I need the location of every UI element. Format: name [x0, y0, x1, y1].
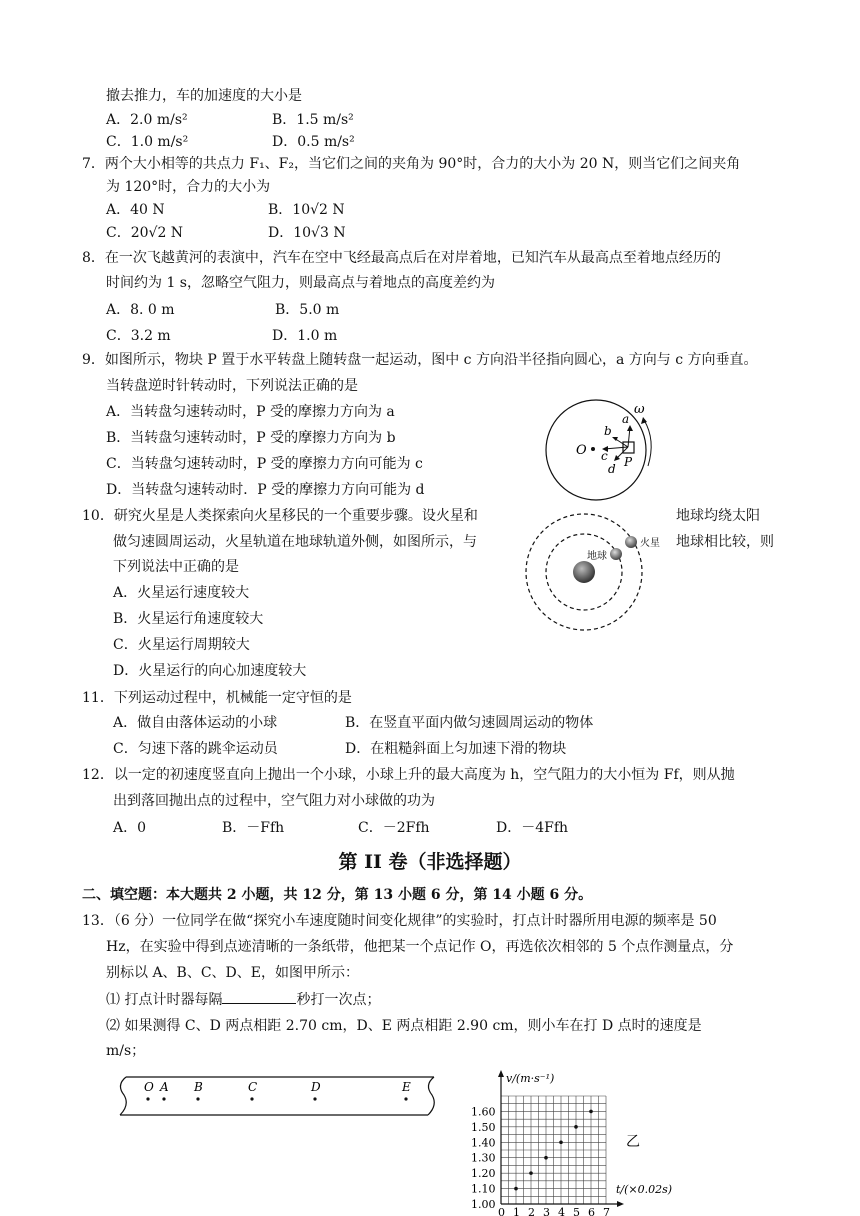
- q8-stem-line1: 8．在一次飞越黄河的表演中，汽车在空中飞经最高点后在对岸着地，已知汽车从最高点至着地点经历的: [82, 250, 721, 266]
- y-tick-label: 1.50: [471, 1120, 496, 1134]
- x-tick-label: 7: [603, 1206, 610, 1216]
- q12-option-c: C．－2Ffh: [358, 820, 430, 836]
- q8-option-a: A．8. 0 m: [106, 302, 175, 318]
- dir-d-label: d: [608, 462, 616, 476]
- q6-option-c: C．1.0 m/s²: [106, 134, 189, 150]
- q10-option-c: C．火星运行周期较大: [113, 637, 250, 653]
- q12-stem-line2: 出到落回抛出点的过程中，空气阻力对小球做的功为: [113, 793, 435, 809]
- q7-option-a: A．40 N: [106, 202, 165, 218]
- q11-option-d: D．在粗糙斜面上匀加速下滑的物块: [345, 741, 567, 757]
- tape-dot-c: [250, 1097, 253, 1100]
- q10-option-a: A．火星运行速度较大: [113, 585, 250, 601]
- y-tick-label: 1.40: [471, 1136, 496, 1150]
- center-point: [591, 447, 595, 451]
- tape-label-e: E: [402, 1080, 411, 1094]
- earth: [610, 548, 622, 560]
- q9-option-c: C．当转盘匀速转动时，P 受的摩擦力方向可能为 c: [106, 456, 423, 472]
- tape-label-d: D: [311, 1080, 321, 1094]
- q13-sub1: [106, 989, 380, 1010]
- q10-option-d: D．火星运行的向心加速度较大: [113, 663, 307, 679]
- q11-option-b: B．在竖直平面内做匀速圆周运动的物体: [345, 715, 594, 731]
- tape-label-o: O: [144, 1080, 154, 1094]
- x-tick-label: 3: [543, 1206, 550, 1216]
- q8-option-d: D．1.0 m: [272, 328, 338, 344]
- q7-option-b: B．10√2 N: [268, 202, 345, 218]
- data-point: [559, 1140, 563, 1144]
- data-point: [574, 1125, 578, 1129]
- sun-label: 太阳: [572, 590, 592, 601]
- y-tick-label: 1.30: [471, 1151, 496, 1165]
- q11-option-c: C．匀速下落的跳伞运动员: [113, 741, 278, 757]
- tape-dot-o: [146, 1097, 149, 1100]
- q11-option-a: A．做自由落体运动的小球: [113, 715, 278, 731]
- omega-label: ω: [634, 402, 645, 417]
- q13-stem-line2: Hz，在实验中得到点迹清晰的一条纸带，他把某一个点记作 O，再选依次相邻的 5 个点作测量点，分: [106, 939, 734, 955]
- q13-answer-blank[interactable]: [222, 989, 296, 1004]
- data-point: [544, 1156, 548, 1160]
- q12-option-b: B．－Ffh: [222, 820, 285, 836]
- center-label: O: [576, 443, 587, 458]
- q7-stem-line1: 7．两个大小相等的共点力 F₁、F₂，当它们之间的夹角为 90°时，合力的大小为 20 N，则当它们之间夹角: [82, 156, 741, 172]
- q10-stem-line1-left: 10．研究火星是人类探索向火星移民的一个重要步骤。设火星和: [82, 508, 478, 524]
- q6-option-a: A．2.0 m/s²: [106, 112, 188, 128]
- y-tick-label: 1.00: [471, 1198, 496, 1211]
- data-point: [514, 1187, 518, 1191]
- x-tick-label: 4: [558, 1206, 565, 1216]
- sun: [573, 561, 595, 583]
- dir-a-label: a: [622, 412, 630, 426]
- q8-stem-line2: 时间约为 1 s，忽略空气阻力，则最高点与着地点的高度差约为: [106, 275, 495, 291]
- chart-xlabel: t/(×0.02s): [616, 1183, 673, 1196]
- q10-stem-line2-left: 做匀速圆周运动，火星轨道在地球轨道外侧，如图所示，与: [113, 534, 477, 550]
- q12-stem-line1: 12．以一定的初速度竖直向上抛出一个小球，小球上升的最大高度为 h，空气阻力的大小恒为 Ff，则从抛: [82, 767, 735, 783]
- x-tick-label: 5: [573, 1206, 580, 1216]
- mars-label: 火星: [640, 538, 660, 549]
- x-tick-label: 1: [513, 1206, 520, 1216]
- tape-label-c: C: [248, 1080, 258, 1094]
- block-p-label: P: [624, 455, 633, 469]
- x-tick-label: 0: [498, 1206, 505, 1216]
- q11-stem-line: 11．下列运动过程中，机械能一定守恒的是: [82, 690, 352, 706]
- q13-sub1-post: 秒打一次点；: [296, 992, 381, 1008]
- y-tick-label: 1.60: [471, 1105, 496, 1119]
- x-tick-label: 6: [588, 1206, 595, 1216]
- tape-label-a: A: [160, 1080, 169, 1094]
- q10-stem-line2-right: 地球相比较，则: [676, 534, 774, 550]
- data-point: [529, 1171, 533, 1175]
- q13-stem-line3: 别标以 A、B、C、D、E，如图甲所示：: [106, 965, 360, 981]
- q7-option-c: C．20√2 N: [106, 225, 184, 241]
- q8-option-c: C．3.2 m: [106, 328, 171, 344]
- q8-option-b: B．5.0 m: [275, 302, 340, 318]
- tape-dot-d: [313, 1097, 316, 1100]
- data-point: [589, 1110, 593, 1114]
- turntable-figure: [538, 398, 668, 504]
- q9-option-b: B．当转盘匀速转动时，P 受的摩擦力方向为 b: [106, 430, 396, 446]
- mars: [625, 536, 637, 548]
- q10-stem-line3: 下列说法中正确的是: [113, 559, 239, 575]
- q13-sub2-line1: ⑵ 如果测得 C、D 两点相距 2.70 cm，D、E 两点相距 2.90 cm，则小车在打 D 点时的速度是: [106, 1018, 702, 1034]
- tape-dot-e: [404, 1097, 407, 1100]
- chart-figure-label: 乙: [626, 1134, 640, 1150]
- q7-stem-line2: 为 120°时，合力的大小为: [106, 179, 271, 195]
- chart-ticks: [471, 1105, 610, 1216]
- x-axis-arrow: [617, 1201, 624, 1207]
- q6-option-d: D．0.5 m/s²: [272, 134, 355, 150]
- vt-chart: [470, 1066, 680, 1216]
- q13-sub2-line2: m/s；: [106, 1043, 146, 1059]
- q6-option-b: B．1.5 m/s²: [272, 112, 354, 128]
- q10-option-b: B．火星运行角速度较大: [113, 611, 264, 627]
- part2-heading: 第 II 卷（非选择题）: [338, 851, 522, 873]
- y-tick-label: 1.20: [471, 1167, 496, 1181]
- paper-tape-figure: [112, 1073, 440, 1123]
- q9-option-d: D．当转盘匀速转动时．P 受的摩擦力方向可能为 d: [106, 482, 425, 498]
- q9-stem-line2: 当转盘逆时针转动时，下列说法正确的是: [106, 378, 358, 394]
- q10-stem-line1-right: 地球均绕太阳: [676, 508, 760, 524]
- tape-dots: [144, 1080, 411, 1101]
- dir-c-label: c: [601, 449, 608, 463]
- q9-stem-line1: 9．如图所示，物块 P 置于水平转盘上随转盘一起运动，图中 c 方向沿半径指向圆心，a 方向与 c 方向垂直。: [82, 352, 758, 368]
- tape-label-b: B: [194, 1080, 203, 1094]
- y-axis-arrow: [498, 1070, 504, 1077]
- tape-dot-b: [196, 1097, 199, 1100]
- q12-option-a: A．0: [113, 820, 147, 836]
- dir-b-label: b: [604, 424, 612, 438]
- x-tick-label: 2: [528, 1206, 535, 1216]
- chart-ylabel: v/(m·s⁻¹): [506, 1072, 555, 1085]
- earth-label: 地球: [587, 551, 607, 562]
- q13-sub1-pre: ⑴ 打点计时器每隔: [106, 992, 223, 1008]
- q6-stem-line: 撤去推力，车的加速度的大小是: [106, 88, 302, 104]
- q9-option-a: A．当转盘匀速转动时，P 受的摩擦力方向为 a: [106, 404, 395, 420]
- q12-option-d: D．－4Ffh: [496, 820, 569, 836]
- turntable-disc: [546, 400, 646, 500]
- q13-stem-line1: 13．（6 分）一位同学在做“探究小车速度随时间变化规律”的实验时，打点计时器所用电源的频率是 50: [82, 913, 717, 929]
- y-tick-label: 1.10: [471, 1182, 496, 1196]
- tape-dot-a: [162, 1097, 165, 1100]
- orbit-figure: [498, 512, 674, 632]
- q7-option-d: D．10√3 N: [268, 225, 346, 241]
- section2-title: 二、填空题：本大题共 2 小题，共 12 分，第 13 小题 6 分，第 14 小题 6 分。: [82, 887, 593, 903]
